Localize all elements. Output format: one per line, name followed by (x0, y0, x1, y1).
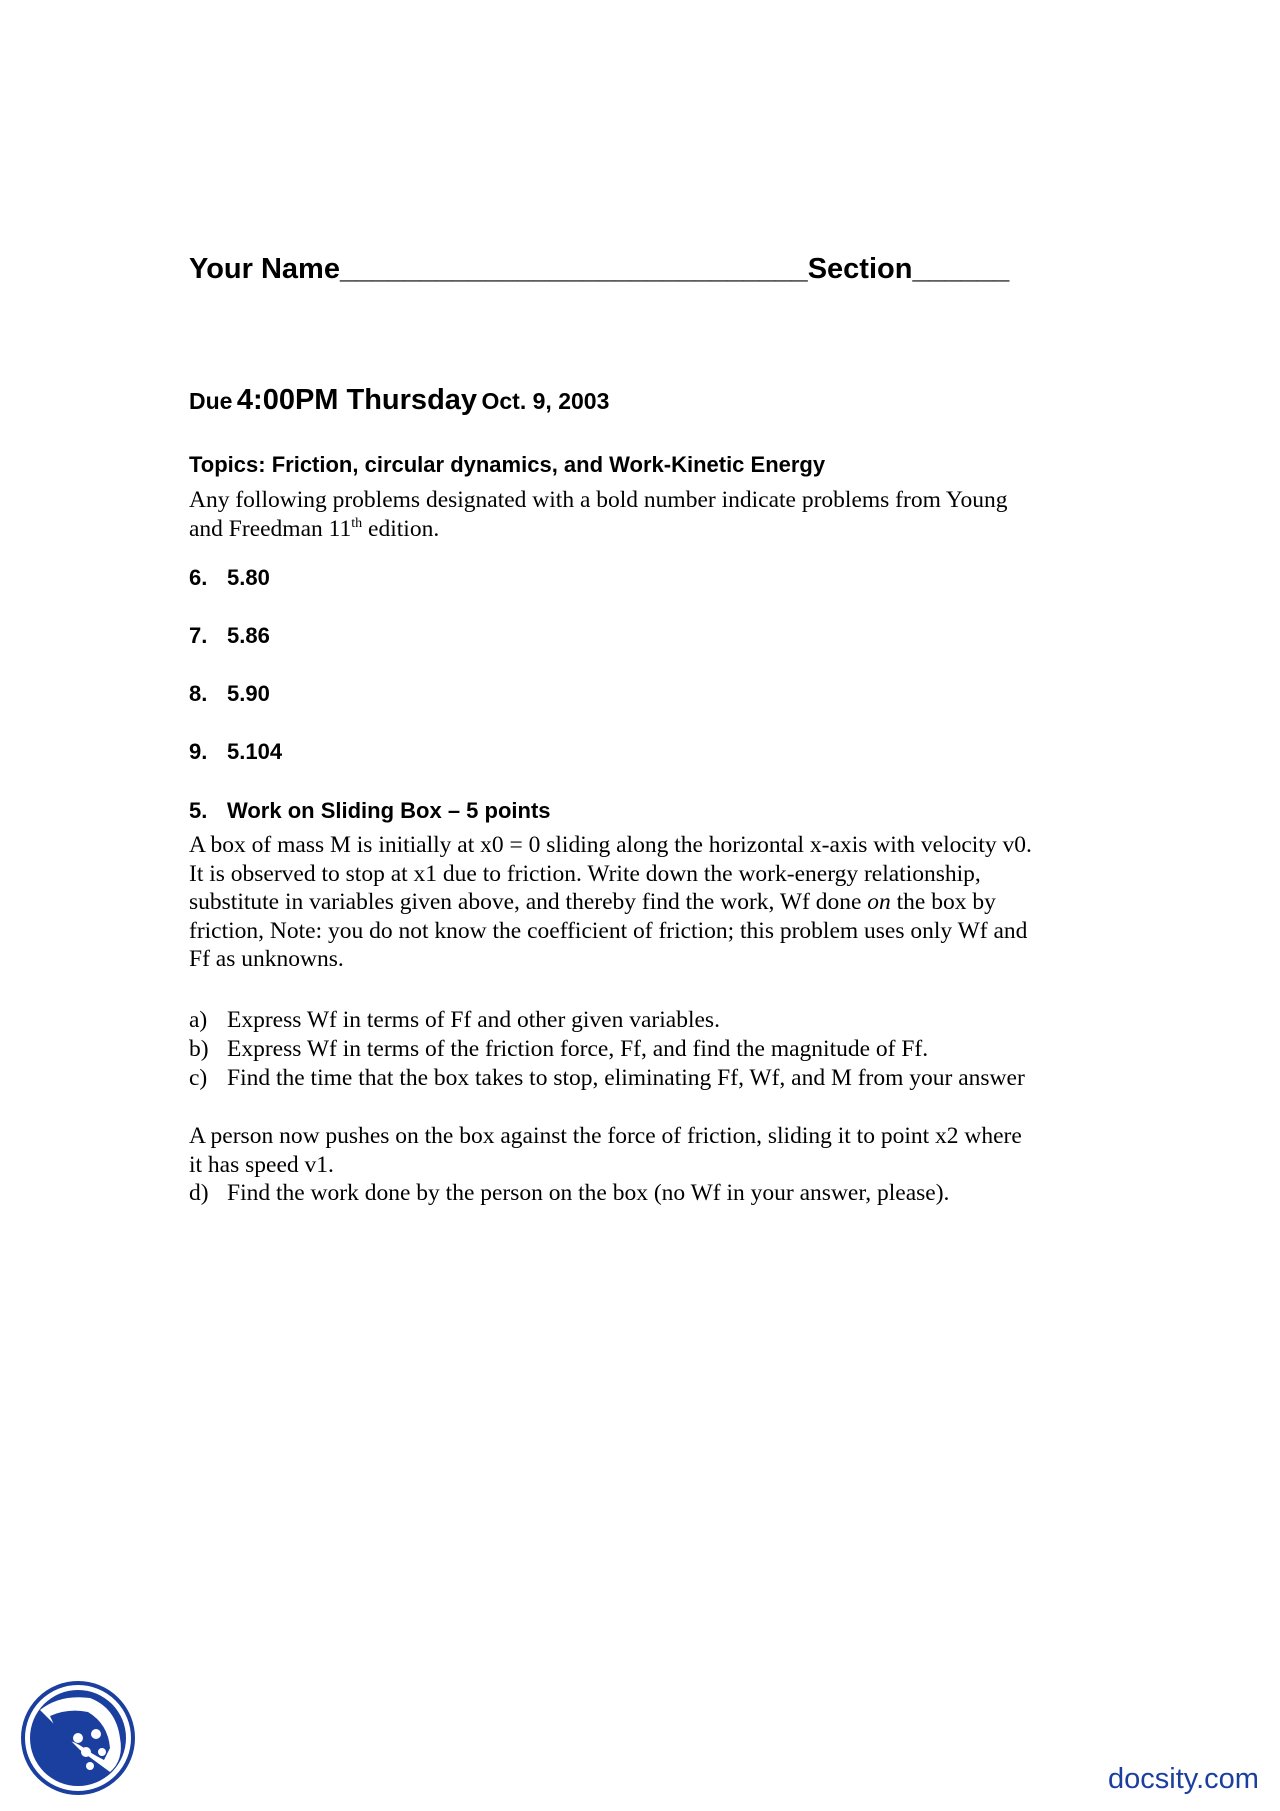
due-time-day: 4:00PM Thursday (236, 384, 478, 416)
docsity-brand-link[interactable]: docsity.com (1108, 1763, 1259, 1795)
superscript: th (351, 515, 363, 531)
problem-5-paragraph (189, 831, 1032, 974)
problem-item: 7. 5.86 (189, 623, 270, 648)
section-blank: ______ (912, 253, 1010, 285)
push-paragraph (189, 1122, 1022, 1179)
part-b: b) Express Wf in terms of the friction force, Ff, and find the magnitude of Ff. (189, 1036, 929, 1062)
problem-item: 6. 5.80 (189, 565, 270, 590)
name-label: Your Name (189, 253, 340, 285)
intro-line-2: and Freedman 11th edition. (189, 515, 440, 542)
section-label: Section (807, 253, 913, 285)
name-blank: _____________________________ (339, 253, 808, 285)
docsity-logo-icon (20, 1680, 136, 1796)
due-date: Oct. 9, 2003 (481, 388, 610, 414)
due-prefix: Due (189, 388, 233, 414)
paragraph-line: A person now pushes on the box against the force of friction, sliding it to point x2 where (189, 1123, 1022, 1149)
name-section-line (189, 253, 1009, 286)
problem-5-heading: 5. Work on Sliding Box – 5 points (189, 798, 551, 823)
due-line (189, 384, 609, 417)
problem-item: 9. 5.104 (189, 739, 283, 764)
paragraph-line: friction, Note: you do not know the coefficient of friction; this problem uses only Wf and (189, 917, 1028, 944)
paragraph-line: It is observed to stop at x1 due to friction. Write down the work-energy relationship, (189, 860, 981, 887)
paragraph-line: it has speed v1. (189, 1151, 334, 1178)
part-d: d) Find the work done by the person on the box (no Wf in your answer, please). (189, 1180, 950, 1206)
intro-line-1: Any following problems designated with a bold number indicate problems from Young (189, 487, 1008, 513)
problem-item: 8. 5.90 (189, 681, 270, 706)
part-a: a) Express Wf in terms of Ff and other given variables. (189, 1007, 720, 1033)
part-c: c) Find the time that the box takes to stop, eliminating Ff, Wf, and M from your answer (189, 1065, 1025, 1091)
paragraph-line: substitute in variables given above, and thereby find the work, Wf done on the box by (189, 889, 996, 915)
paragraph-line: Ff as unknowns. (189, 946, 344, 972)
intro-paragraph (189, 486, 1007, 543)
paragraph-line: A box of mass M is initially at x0 = 0 sliding along the horizontal x-axis with velocity v0. (189, 832, 1032, 858)
topics-heading: Topics: Friction, circular dynamics, and Work-Kinetic Energy (189, 452, 826, 477)
